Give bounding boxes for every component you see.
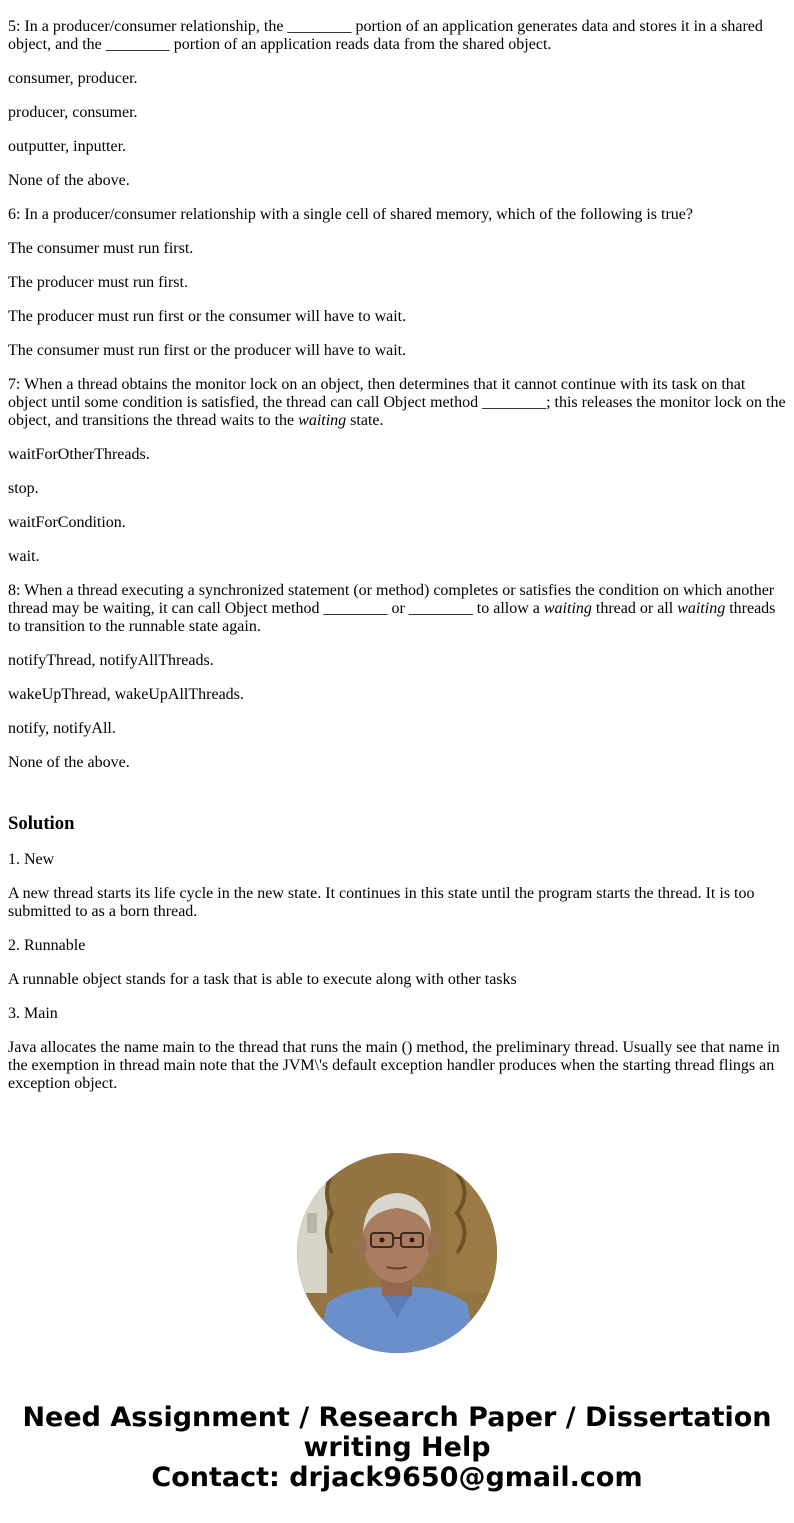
solution-item-3-title: 3. Main xyxy=(8,1005,58,1022)
question-8-stem-text-c: threads to transition to the runnable state again. xyxy=(8,600,776,635)
solution-item-1-title: 1. New xyxy=(8,851,55,868)
footer-line-2: writing Help xyxy=(303,1432,491,1463)
question-6-option-2: The producer must run first. xyxy=(8,274,188,291)
question-7-stem-text-b: state. xyxy=(346,412,384,429)
question-8-option-1: notifyThread, notifyAllThreads. xyxy=(8,652,214,669)
solution-heading: Solution xyxy=(8,813,75,834)
section-spacer xyxy=(8,788,786,813)
question-7-stem-emphasis: waiting xyxy=(298,412,347,429)
question-8-option-2: wakeUpThread, wakeUpAllThreads. xyxy=(8,686,244,703)
question-5-option-2: producer, consumer. xyxy=(8,104,138,121)
solution-item-1-body: A new thread starts its life cycle in the new state. It continues in this state until the program starts the thread. It is too submitted to as a born thread. xyxy=(8,885,755,920)
author-avatar xyxy=(297,1153,497,1353)
question-8-option-4: None of the above. xyxy=(8,754,130,771)
question-5-stem: 5: In a producer/consumer relationship, the ________ portion of an application generates data and stores it in a shared object, and the ________ portion of an application reads data from the shared object. xyxy=(8,18,763,53)
question-5-option-4: None of the above. xyxy=(8,172,130,189)
question-8-option-3: notify, notifyAll. xyxy=(8,720,116,737)
question-8-stem-emphasis-2: waiting xyxy=(677,600,726,617)
footer-call-to-action xyxy=(0,1403,794,1493)
question-8-stem-emphasis-1: waiting xyxy=(543,600,592,617)
avatar-portrait-image xyxy=(297,1153,497,1353)
question-6-option-1: The consumer must run first. xyxy=(8,240,194,257)
document-body xyxy=(8,18,786,1109)
question-8-stem-text-b: thread or all xyxy=(591,600,678,617)
question-6-stem: 6: In a producer/consumer relationship with a single cell of shared memory, which of the following is true? xyxy=(8,206,693,223)
question-7-option-2: stop. xyxy=(8,480,39,497)
question-6-option-4: The consumer must run first or the producer will have to wait. xyxy=(8,342,407,359)
question-8-stem-text-a: 8: When a thread executing a synchronized statement (or method) completes or satisfies the condition on which another thread may be waiting, it can call Object method ________ or ________ to allow a xyxy=(8,582,775,617)
solution-item-3-body: Java allocates the name main to the thread that runs the main () method, the preliminary thread. Usually see that name in the exemption in thread main note that the JVM\'s default exception handler produces when the starting thread flings an exception object. xyxy=(8,1039,780,1092)
question-7-option-1: waitForOtherThreads. xyxy=(8,446,150,463)
solution-item-2-body: A runnable object stands for a task that is able to execute along with other tasks xyxy=(8,971,517,988)
question-5-option-1: consumer, producer. xyxy=(8,70,138,87)
question-7-option-4: wait. xyxy=(8,548,40,565)
solution-item-2-title: 2. Runnable xyxy=(8,937,86,954)
question-6-option-3: The producer must run first or the consumer will have to wait. xyxy=(8,308,407,325)
footer-contact-email[interactable]: Contact: drjack9650@gmail.com xyxy=(151,1462,643,1493)
question-7-stem xyxy=(8,376,786,430)
question-7-stem-text-a: 7: When a thread obtains the monitor lock on an object, then determines that it cannot continue with its task on that object until some condition is satisfied, the thread can call Object method ________; this releases the monitor lock on the object, and transitions the thread waits to the xyxy=(8,376,786,429)
question-7-option-3: waitForCondition. xyxy=(8,514,126,531)
question-8-stem xyxy=(8,582,786,636)
question-5-option-3: outputter, inputter. xyxy=(8,138,127,155)
footer-line-1: Need Assignment / Research Paper / Dissertation xyxy=(22,1402,772,1433)
